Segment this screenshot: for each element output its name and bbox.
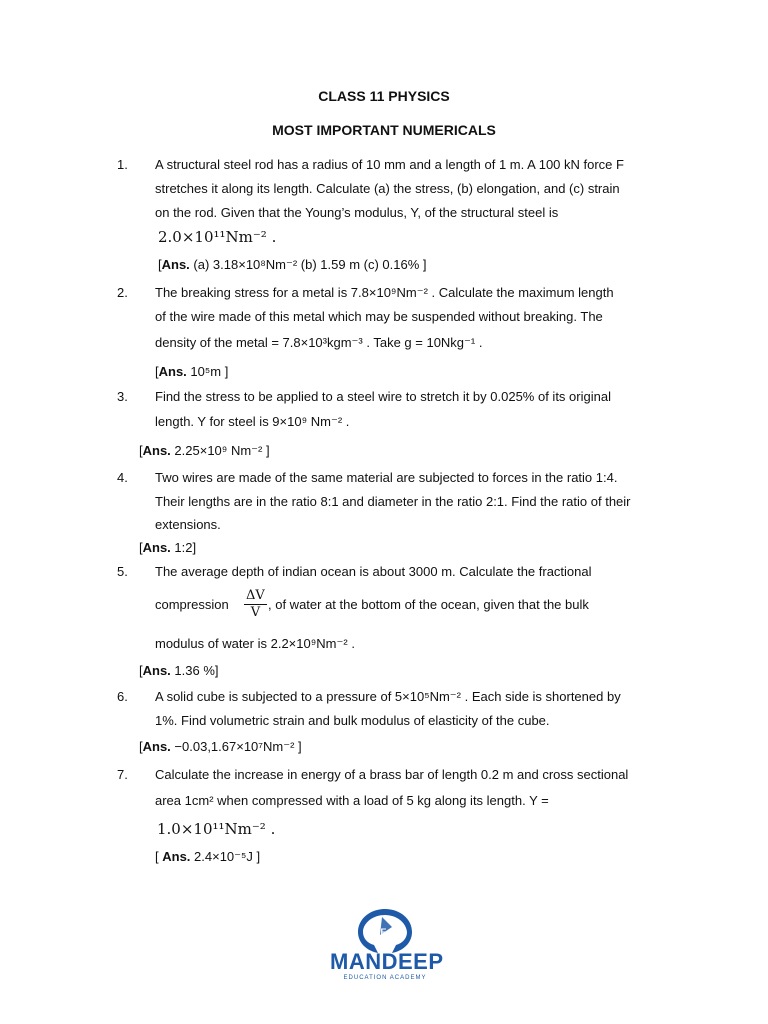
question-text-line: compression (155, 597, 229, 612)
question-text-line: modulus of water is 2.2×10⁹Nm⁻² . (155, 636, 355, 651)
answer-label: Ans. (142, 540, 171, 555)
question-text-line: density of the metal = 7.8×10³kgm⁻³ . Take g = 10Nkg⁻¹ . (155, 335, 483, 350)
question-text-line: Calculate the increase in energy of a brass bar of length 0.2 m and cross sectional (155, 767, 629, 782)
question-text-line: Two wires are made of the same material are subjected to forces in the ratio 1:4. (155, 470, 618, 485)
question-number: 2. (117, 285, 128, 300)
answer: [Ans. 10⁵m ] (155, 364, 229, 379)
question-number: 1. (117, 157, 128, 172)
logo-mark-text: ME (373, 927, 387, 937)
question-text-line: length. Y for steel is 9×10⁹ Nm⁻² . (155, 414, 350, 429)
answer-text: 1.36 %] (174, 663, 219, 678)
fraction (244, 588, 267, 621)
logo-name: MANDEEP (330, 949, 444, 974)
question-text-line: area 1cm² when compressed with a load of 5 kg along its length. Y = (155, 793, 549, 808)
answer: [Ans. 2.25×10⁹ Nm⁻² ] (139, 443, 270, 458)
answer: [Ans. 1.36 %] (139, 663, 219, 678)
answer: [Ans. (a) 3.18×10⁸Nm⁻² (b) 1.59 m (c) 0.16% ] (158, 257, 427, 272)
question-text-line: of the wire made of this metal which may be suspended without breaking. The (155, 309, 603, 324)
answer-text: −0.03,1.67×10⁷Nm⁻² ] (174, 739, 302, 754)
question-number: 6. (117, 689, 128, 704)
answer-label: Ans. (161, 257, 190, 272)
answer-text: 2.4×10⁻⁵J ] (194, 849, 261, 864)
page-subtitle: MOST IMPORTANT NUMERICALS (272, 122, 496, 138)
formula: 1.0×10¹¹Nm⁻² . (157, 820, 276, 838)
answer: [Ans. 1:2] (139, 540, 197, 555)
question-text-line: , of water at the bottom of the ocean, given that the bulk (268, 597, 589, 612)
mandeep-logo (330, 905, 444, 985)
question-number: 4. (117, 470, 128, 485)
formula: 2.0×10¹¹Nm⁻² . (158, 228, 277, 246)
question-text-line: A solid cube is subjected to a pressure of 5×10⁵Nm⁻² . Each side is shortened by (155, 689, 621, 704)
answer-text: 10⁵m ] (190, 364, 229, 379)
question-number: 3. (117, 389, 128, 404)
question-text-line: extensions. (155, 517, 221, 532)
question-text-line: Their lengths are in the ratio 8:1 and diameter in the ratio 2:1. Find the ratio of their (155, 494, 631, 509)
answer-text: 1:2] (174, 540, 197, 555)
logo-tagline: EDUCATION ACADEMY (343, 975, 427, 981)
question-number: 7. (117, 767, 128, 782)
question-number: 5. (117, 564, 128, 579)
question-text-line: Find the stress to be applied to a steel wire to stretch it by 0.025% of its original (155, 389, 611, 404)
question-text-line: The breaking stress for a metal is 7.8×10⁹Nm⁻² . Calculate the maximum length (155, 285, 614, 300)
page-title: CLASS 11 PHYSICS (318, 88, 450, 104)
fraction-denominator: V (250, 605, 261, 620)
answer: [Ans. −0.03,1.67×10⁷Nm⁻² ] (139, 739, 302, 754)
answer-text: 2.25×10⁹ Nm⁻² ] (174, 443, 270, 458)
question-text-line: The average depth of indian ocean is about 3000 m. Calculate the fractional (155, 564, 592, 579)
answer-label: Ans. (158, 364, 187, 379)
question-text-line: on the rod. Given that the Young’s modulus, Y, of the structural steel is (155, 205, 559, 220)
answer-label: Ans. (142, 739, 171, 754)
answer: [ Ans. 2.4×10⁻⁵J ] (155, 849, 261, 864)
question-text-line: A structural steel rod has a radius of 10 mm and a length of 1 m. A 100 kN force F (155, 157, 624, 172)
answer-text: (a) 3.18×10⁸Nm⁻² (b) 1.59 m (c) 0.16% ] (193, 257, 427, 272)
answer-label: Ans. (142, 663, 171, 678)
question-text-line: 1%. Find volumetric strain and bulk modulus of elasticity of the cube. (155, 713, 550, 728)
answer-label: Ans. (142, 443, 171, 458)
answer-label: Ans. (162, 849, 191, 864)
question-text-line: stretches it along its length. Calculate (a) the stress, (b) elongation, and (c) strain (155, 181, 620, 196)
fraction-numerator: ΔV (246, 588, 265, 603)
